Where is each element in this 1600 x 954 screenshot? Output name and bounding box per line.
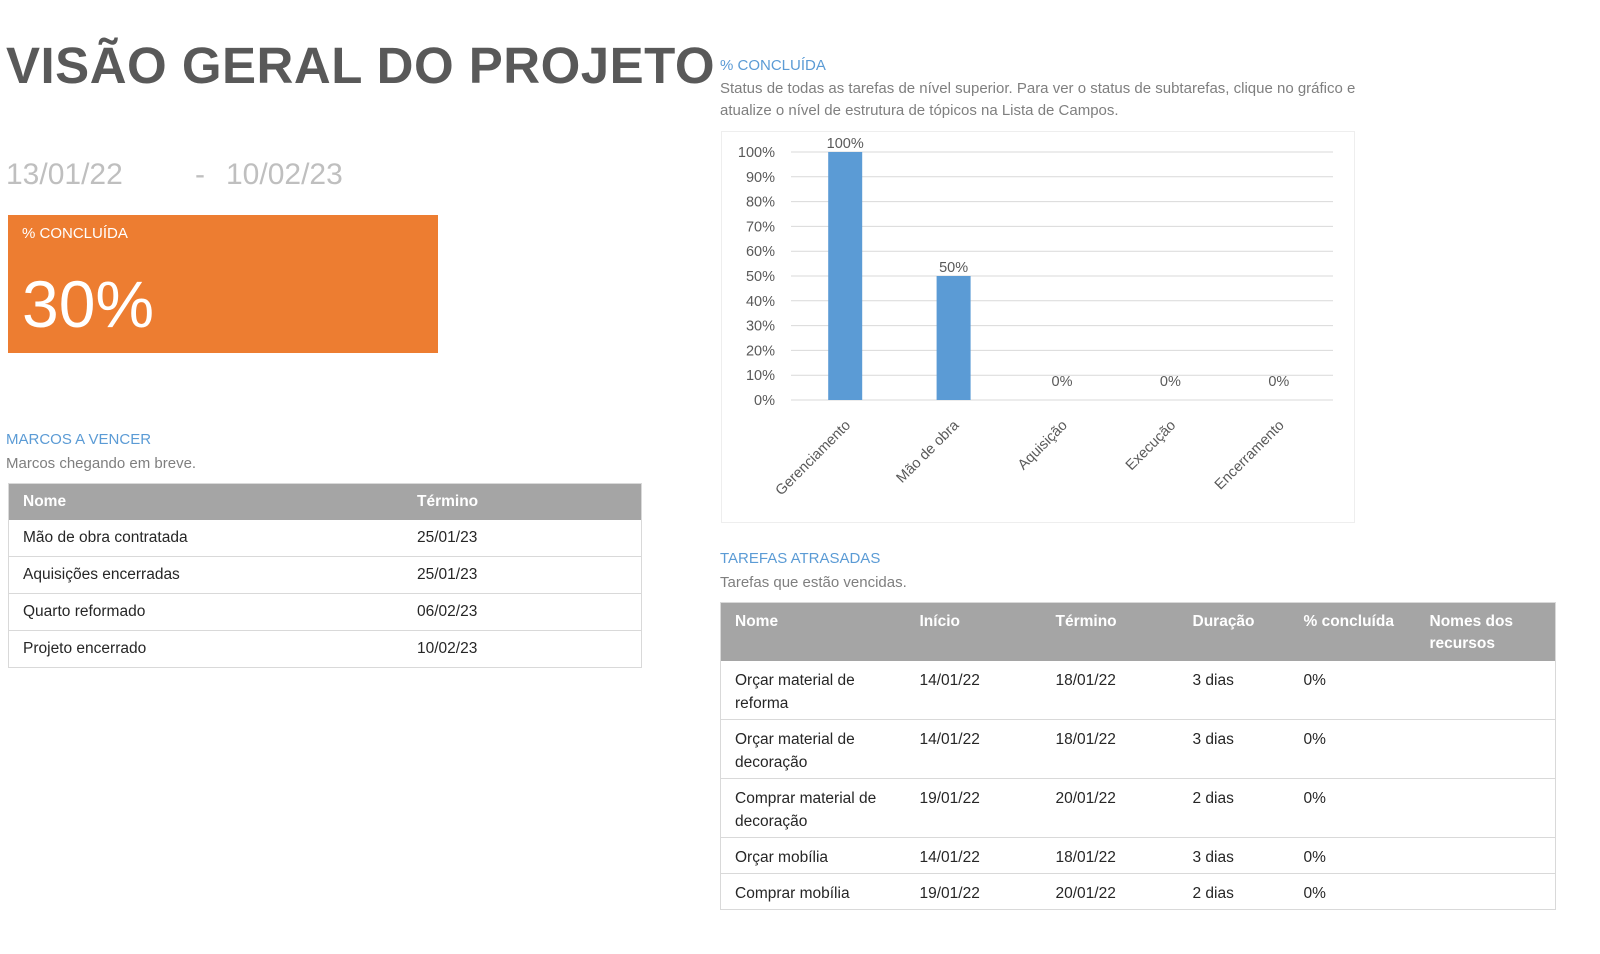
y-tick-label: 10%	[745, 368, 775, 385]
table-row[interactable]	[9, 594, 642, 631]
task-duration: 3 dias	[1179, 661, 1290, 720]
milestone-name: Mão de obra contratada	[9, 520, 404, 557]
milestone-name: Aquisições encerradas	[9, 557, 404, 594]
task-percent-complete: 0%	[1290, 838, 1416, 874]
y-tick-label: 50%	[745, 269, 775, 285]
category-label: Execução	[1122, 417, 1180, 474]
column-header-finish[interactable]: Término	[403, 484, 642, 521]
table-row[interactable]	[721, 874, 1556, 910]
chart-section-title: % CONCLUÍDA	[720, 57, 826, 74]
table-row[interactable]	[9, 557, 642, 594]
bar	[828, 152, 862, 400]
milestone-finish: 06/02/23	[403, 594, 642, 631]
data-label: 0%	[1159, 374, 1181, 390]
task-percent-complete: 0%	[1290, 720, 1416, 779]
task-percent-complete: 0%	[1290, 874, 1416, 910]
data-label: 0%	[1051, 374, 1073, 390]
project-start-date: 13/01/22	[6, 158, 123, 191]
table-header-row	[721, 603, 1556, 661]
task-percent-complete: 0%	[1290, 779, 1416, 838]
column-header-name[interactable]: Nome	[9, 484, 404, 521]
task-duration: 3 dias	[1179, 838, 1290, 874]
table-row[interactable]	[9, 631, 642, 668]
milestone-finish: 25/01/23	[403, 557, 642, 594]
late-tasks-title: TAREFAS ATRASADAS	[720, 550, 881, 567]
task-finish: 20/01/22	[1042, 874, 1179, 910]
percent-complete-card	[8, 215, 438, 353]
table-header-row	[9, 484, 642, 521]
y-tick-label: 20%	[745, 343, 775, 360]
data-label: 50%	[939, 260, 969, 276]
milestone-finish: 10/02/23	[403, 631, 642, 668]
category-label: Mão de obra	[893, 417, 963, 487]
task-resource-names	[1416, 838, 1556, 874]
task-name: Orçar material de decoração	[721, 720, 906, 779]
y-tick-label: 40%	[745, 293, 775, 310]
task-duration: 3 dias	[1179, 720, 1290, 779]
page-title: VISÃO GERAL DO PROJETO	[6, 37, 716, 94]
category-label: Encerramento	[1211, 417, 1288, 494]
y-tick-label: 60%	[745, 244, 775, 261]
table-row[interactable]	[9, 520, 642, 557]
task-start: 14/01/22	[906, 661, 1042, 720]
table-row[interactable]	[721, 720, 1556, 779]
table-row[interactable]	[721, 838, 1556, 874]
task-finish: 20/01/22	[1042, 779, 1179, 838]
task-name: Comprar material de decoração	[721, 779, 906, 838]
task-resource-names	[1416, 779, 1556, 838]
y-tick-label: 0%	[754, 393, 775, 409]
task-finish: 18/01/22	[1042, 661, 1179, 720]
bar	[937, 276, 971, 400]
table-row[interactable]	[721, 661, 1556, 720]
task-finish: 18/01/22	[1042, 720, 1179, 779]
task-duration: 2 dias	[1179, 874, 1290, 910]
data-label: 100%	[826, 136, 864, 152]
task-resource-names	[1416, 661, 1556, 720]
milestones-description: Marcos chegando em breve.	[6, 455, 197, 472]
task-start: 19/01/22	[906, 874, 1042, 910]
column-header-start[interactable]: Início	[906, 603, 1042, 661]
percent-complete-label: % CONCLUÍDA	[22, 225, 128, 242]
y-tick-label: 90%	[745, 169, 775, 186]
column-header-percent-complete[interactable]: % concluída	[1290, 603, 1416, 661]
project-end-date: 10/02/23	[226, 158, 343, 191]
milestone-name: Projeto encerrado	[9, 631, 404, 668]
chart-section-description-line-2: atualize o nível de estrutura de tópicos na Lista de Campos.	[720, 102, 1119, 119]
milestone-name: Quarto reformado	[9, 594, 404, 631]
milestones-title: MARCOS A VENCER	[6, 431, 152, 448]
task-finish: 18/01/22	[1042, 838, 1179, 874]
y-tick-label: 100%	[737, 145, 775, 161]
task-start: 19/01/22	[906, 779, 1042, 838]
task-resource-names	[1416, 874, 1556, 910]
y-tick-label: 70%	[745, 219, 775, 236]
category-label: Aquisição	[1015, 417, 1071, 474]
category-label: Gerenciamento	[772, 417, 855, 499]
late-tasks-table[interactable]	[720, 602, 1556, 910]
chart-section-description-line-1: Status de todas as tarefas de nível superior. Para ver o status de subtarefas, clique no gráfico e	[720, 80, 1356, 97]
column-header-resource-names[interactable]: Nomes dos recursos	[1416, 603, 1556, 661]
percent-complete-chart[interactable]	[721, 131, 1355, 523]
column-header-finish[interactable]: Término	[1042, 603, 1179, 661]
table-row[interactable]	[721, 779, 1556, 838]
y-tick-label: 80%	[745, 194, 775, 211]
task-start: 14/01/22	[906, 720, 1042, 779]
column-header-duration[interactable]: Duração	[1179, 603, 1290, 661]
task-duration: 2 dias	[1179, 779, 1290, 838]
task-start: 14/01/22	[906, 838, 1042, 874]
percent-complete-value: 30%	[22, 267, 155, 341]
data-label: 0%	[1268, 374, 1290, 390]
milestones-table[interactable]	[8, 483, 642, 668]
y-tick-label: 30%	[745, 318, 775, 335]
task-name: Orçar material de reforma	[721, 661, 906, 720]
column-header-name[interactable]: Nome	[721, 603, 906, 661]
milestone-finish: 25/01/23	[403, 520, 642, 557]
task-name: Orçar mobília	[721, 838, 906, 874]
task-resource-names	[1416, 720, 1556, 779]
late-tasks-description: Tarefas que estão vencidas.	[720, 574, 907, 591]
date-separator: -	[195, 158, 205, 191]
task-name: Comprar mobília	[721, 874, 906, 910]
task-percent-complete: 0%	[1290, 661, 1416, 720]
